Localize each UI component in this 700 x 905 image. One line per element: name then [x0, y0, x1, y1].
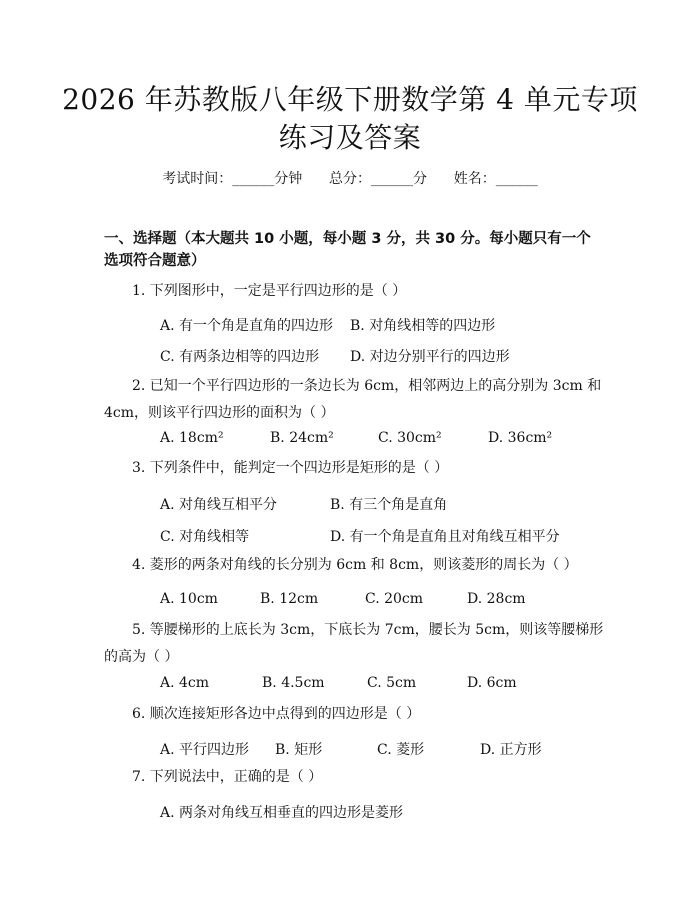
- option-a: A. 18cm²: [160, 430, 224, 446]
- option-a: A. 平行四边形: [160, 742, 250, 758]
- question-1: 1. 下列图形中，一定是平行四边形的是（ ）: [132, 283, 407, 299]
- question-3: 3. 下列条件中，能判定一个四边形是矩形的是（ ）: [132, 460, 449, 476]
- option-a: A. 有一个角是直角的四边形: [160, 318, 334, 334]
- score-label: 总分：: [329, 171, 371, 187]
- option-b: B. 12cm: [260, 591, 319, 607]
- option-b: B. 24cm²: [270, 430, 334, 446]
- option-d: D. 36cm²: [488, 430, 553, 446]
- time-blank: ______: [232, 171, 275, 187]
- option-a: A. 两条对角线互相垂直的四边形是菱形: [160, 805, 404, 821]
- question-2: 2. 已知一个平行四边形的一条边长为 6cm，相邻两边上的高分别为 3cm 和 4cm，则该平行四边形的面积为（ ）: [104, 378, 602, 421]
- option-b: B. 矩形: [275, 742, 323, 758]
- score-unit: 分: [413, 171, 427, 187]
- option-c: C. 对角线相等: [160, 529, 250, 545]
- option-d: D. 正方形: [480, 742, 542, 758]
- question-6: 6. 顺次连接矩形各边中点得到的四边形是（ ）: [132, 706, 421, 722]
- option-c: C. 30cm²: [378, 430, 442, 446]
- option-b: B. 4.5cm: [262, 675, 325, 691]
- option-b: B. 有三个角是直角: [330, 497, 448, 513]
- option-a: A. 4cm: [160, 675, 210, 691]
- time-unit: 分钟: [274, 171, 303, 187]
- option-c: C. 20cm: [365, 591, 424, 607]
- section-heading: 一、选择题（本大题共 10 小题，每小题 3 分，共 30 分。每小题只有一个选项符合题意）: [104, 231, 591, 269]
- document-title-line1: 2026 年苏教版八年级下册数学第 4 单元专项: [62, 83, 638, 116]
- option-b: B. 对角线相等的四边形: [350, 318, 496, 334]
- name-blank: ______: [495, 171, 538, 187]
- option-c: C. 有两条边相等的四边形: [160, 349, 320, 365]
- score-blank: ______: [371, 171, 413, 187]
- question-5: 5. 等腰梯形的上底长为 3cm，下底长为 7cm，腰长为 5cm，则该等腰梯形的高为（ ）: [104, 622, 604, 665]
- exam-meta: [0, 168, 700, 188]
- option-c: C. 菱形: [377, 742, 425, 758]
- option-d: D. 对边分别平行的四边形: [350, 349, 510, 365]
- option-d: D. 有一个角是直角且对角线互相平分: [330, 529, 560, 545]
- document-title-line2: 练习及答案: [278, 121, 422, 154]
- option-c: C. 5cm: [367, 675, 417, 691]
- question-4: 4. 菱形的两条对角线的长分别为 6cm 和 8cm，则该菱形的周长为（ ）: [132, 557, 578, 573]
- time-label: 考试时间：: [162, 171, 233, 187]
- option-d: D. 6cm: [467, 675, 517, 691]
- option-d: D. 28cm: [467, 591, 526, 607]
- question-7: 7. 下列说法中，正确的是（ ）: [132, 769, 323, 785]
- option-a: A. 对角线互相平分: [160, 497, 278, 513]
- option-a: A. 10cm: [160, 591, 218, 607]
- name-label: 姓名：: [453, 171, 496, 187]
